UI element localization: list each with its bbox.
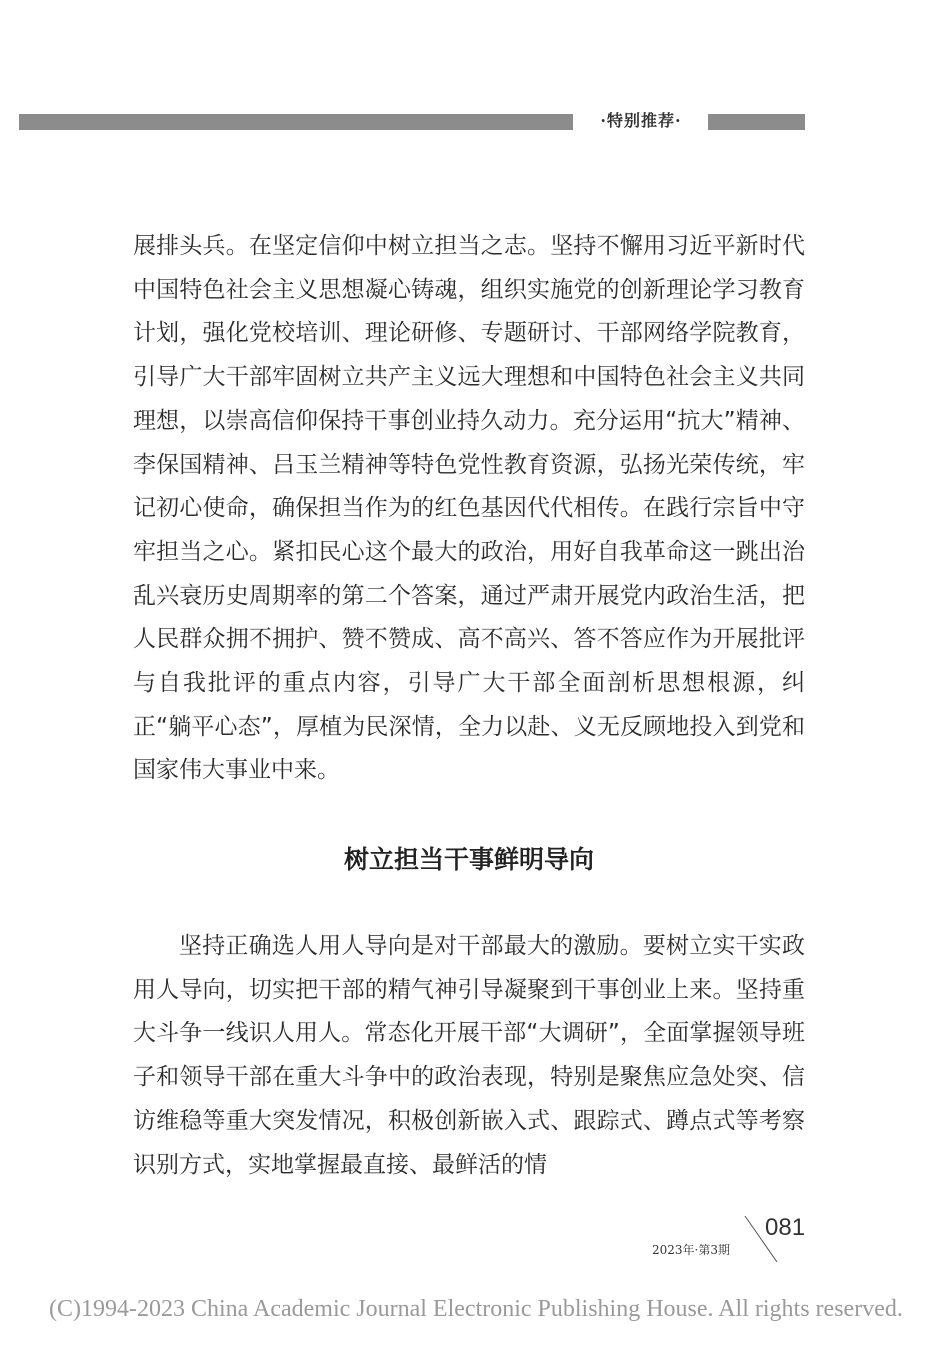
page-number: 081 [765, 1214, 806, 1241]
body-paragraph-1: 展排头兵。在坚定信仰中树立担当之志。坚持不懈用习近平新时代中国特色社会主义思想凝心铸魂，组织实施党的创新理论学习教育计划，强化党校培训、理论研修、专题研讨、干部网络学院教育，引导广大干部牢固树立共产主义远大理想和中国特色社会主义共同理想，以崇高信仰保持干事创业持久动力。充分运用“抗大”精神、李保国精神、吕玉兰精神等特色党性教育资源，弘扬光荣传统，牢记初心使命，确保担当作为的红色基因代代相传。在践行宗旨中守牢担当之心。紧扣民心这个最大的政治，用好自我革命这一跳出治乱兴衰历史周期率的第二个答案，通过严肃开展党内政治生活，把人民群众拥不拥护、赞不赞成、高不高兴、答不答应作为开展批评与自我批评的重点内容，引导广大干部全面剖析思想根源，纠正“躺平心态”，厚植为民深情，全力以赴、义无反顾地投入到党和国家伟大事业中来。 [133, 233, 805, 784]
body-paragraph-2: 坚持正确选人用人导向是对干部最大的激励。要树立实干实政用人导向，切实把干部的精气神引导凝聚到干事创业上来。坚持重大斗争一线识人用人。常态化开展干部“大调研”，全面掌握领导班子和领导干部在重大斗争中的政治表现，特别是聚焦应急处突、信访维稳等重大突发情况，积极创新嵌入式、跟踪式、蹲点式等考察识别方式，实地掌握最直接、最鲜活的情 [133, 933, 805, 1178]
issue-label: 2023年·第3期 [652, 1243, 730, 1257]
header-rule-left [19, 114, 573, 130]
header-rule-right [708, 114, 805, 130]
section-heading: 树立担当干事鲜明导向 [343, 845, 594, 874]
section-label: ·特别推荐· [600, 111, 682, 130]
copyright-notice: (C)1994-2023 China Academic Journal Electronic Publishing House. All rights reserved. [49, 1296, 903, 1322]
